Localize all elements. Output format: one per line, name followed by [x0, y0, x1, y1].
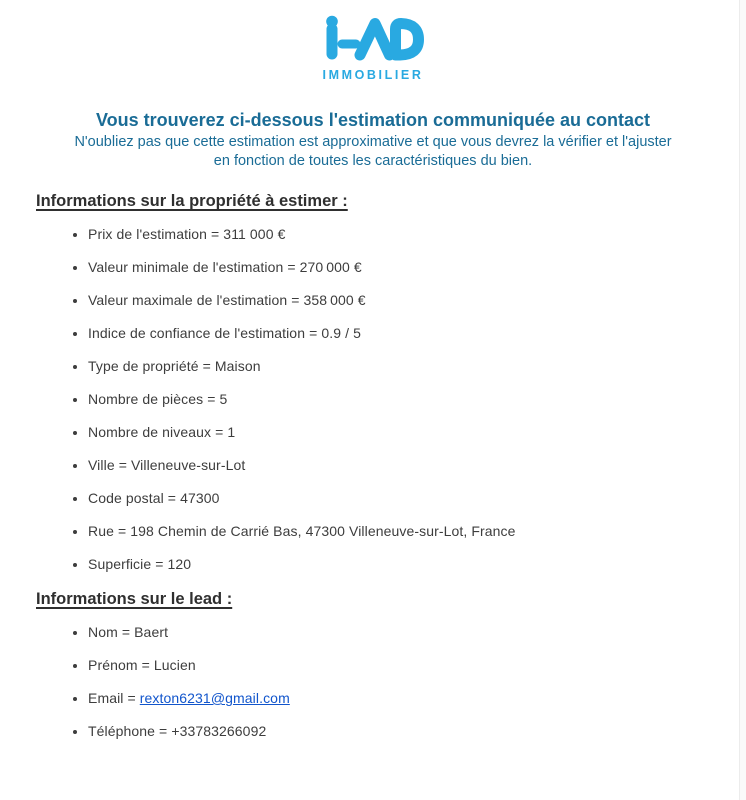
- lead-info-list: [0, 625, 746, 739]
- email-header: [0, 0, 746, 171]
- list-item-nom: • Nom = Baert: [88, 625, 746, 640]
- list-item-indice-confiance: • Indice de confiance de l'estimation = 0.9 / 5: [88, 326, 746, 341]
- list-item-email: [88, 691, 746, 706]
- list-item-nombre-niveaux: • Nombre de niveaux = 1: [88, 425, 746, 440]
- viewport-right-edge: [739, 0, 746, 800]
- list-item-prenom: • Prénom = Lucien: [88, 658, 746, 673]
- list-item-valeur-maximale: • Valeur maximale de l'estimation = 358 000 €: [88, 293, 746, 308]
- list-item-superficie: • Superficie = 120: [88, 557, 746, 572]
- subtitle-line-1: N'oubliez pas que cette estimation est approximative et que vous devrez la vérifier et l'ajuster: [74, 134, 672, 150]
- brand-subtext: IMMOBILIER: [322, 68, 424, 82]
- page-subtitle: [0, 133, 746, 171]
- list-item-telephone: • Téléphone = +33783266092: [88, 724, 746, 739]
- list-item-prix-estimation: • Prix de l'estimation = 311 000 €: [88, 227, 746, 242]
- list-item-valeur-minimale: • Valeur minimale de l'estimation = 270 000 €: [88, 260, 746, 275]
- section-heading-property: Informations sur la propriété à estimer :: [36, 192, 348, 210]
- page-title: Vous trouverez ci-dessous l'estimation communiquée au contact: [95, 110, 651, 130]
- list-item-type-propriete: • Type de propriété = Maison: [88, 359, 746, 374]
- list-item-nombre-pieces: • Nombre de pièces = 5: [88, 392, 746, 407]
- list-item-code-postal: • Code postal = 47300: [88, 491, 746, 506]
- section-heading-lead: Informations sur le lead :: [36, 590, 233, 608]
- lead-section: [0, 590, 746, 739]
- iad-logo-icon: [321, 14, 425, 62]
- subtitle-line-2: en fonction de toutes les caractéristiques du bien.: [213, 153, 533, 169]
- email-link[interactable]: rexton6231@gmail.com: [139, 690, 290, 706]
- property-info-list: [0, 227, 746, 572]
- email-label: Email =: [88, 690, 140, 706]
- property-section: [0, 192, 746, 572]
- list-item-rue: • Rue = 198 Chemin de Carrié Bas, 47300 Villeneuve-sur-Lot, France: [88, 524, 746, 539]
- list-item-ville: • Ville = Villeneuve-sur-Lot: [88, 458, 746, 473]
